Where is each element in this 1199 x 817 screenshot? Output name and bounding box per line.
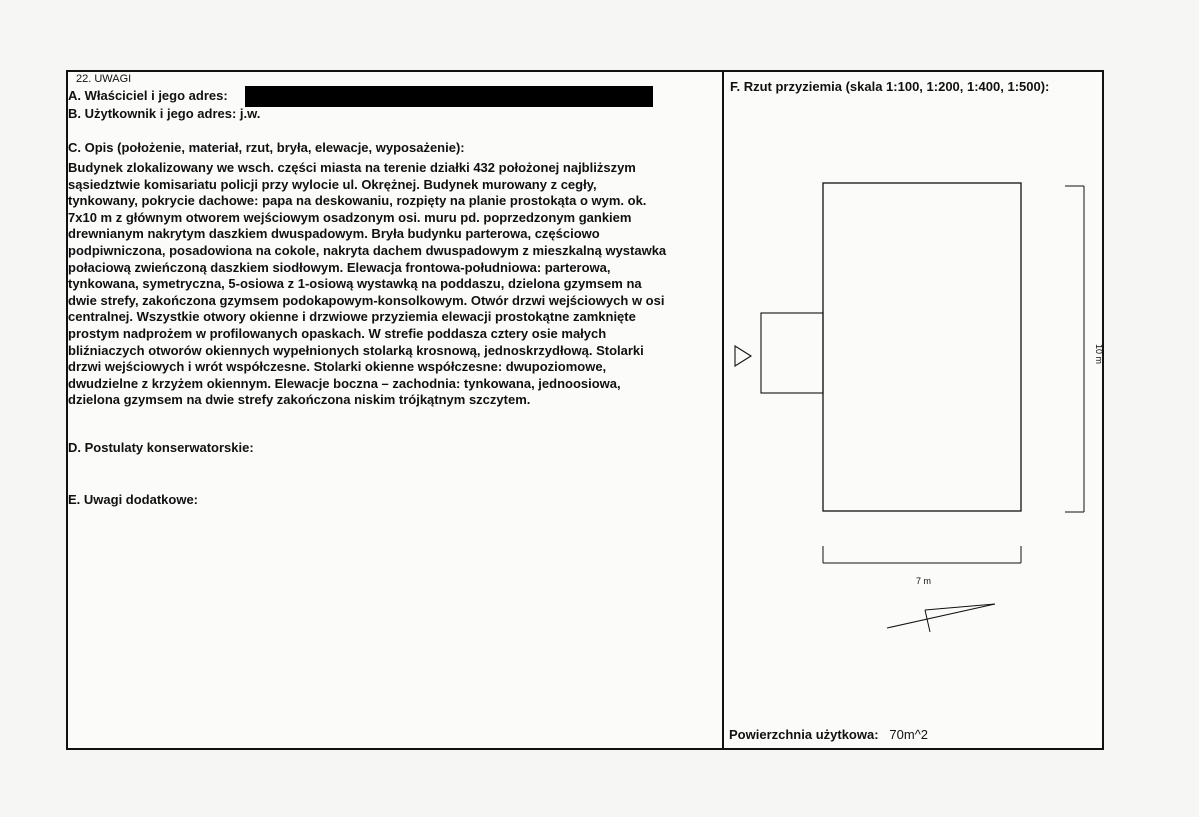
porch-outline (761, 313, 823, 393)
usable-area-label: Powierzchnia użytkowa: (729, 727, 879, 742)
description-line: centralnej. Wszystkie otwory okienne i drzwiowe przyziemia elewacji prostokątne zamknięte (68, 309, 636, 325)
remarks-heading: E. Uwagi dodatkowe: (68, 492, 199, 507)
width-dimension-label: 7 m (916, 576, 932, 586)
usable-area-value: 70m^2 (889, 727, 929, 742)
description-line: 7x10 m z głównym otworem wejściowym osadzonym osi. muru pd. poprzedzonym gankiem (68, 209, 632, 225)
description-text (68, 160, 728, 409)
description-line: tynkowany, pokrycie dachowe: papa na deskowaniu, rozpięty na planie prostokąta o wym. ok. (68, 193, 647, 209)
building-outline (823, 183, 1021, 511)
description-line: dzielona gzymsem na dwie strefy zakończona niskim trójkątnym szczytem. (68, 392, 531, 408)
north-arrow-icon (887, 604, 995, 632)
description-line: Budynek zlokalizowany we wsch. części miasta na terenie działki 432 położonej najbliższym (68, 160, 636, 175)
description-line: dwie strefy, zakończona gzymsem podokapowym-konsolkowym. Otwór drzwi wejściowych w osi (68, 292, 665, 308)
description-line: podpiwniczona, posadowiona na cokole, nakryta dachem dwuspadowym z mieszkalną wystawka (68, 242, 667, 258)
usable-area (729, 727, 928, 742)
redacted-address (245, 86, 653, 107)
owner-label: A. Właściciel i jego adres: (68, 88, 228, 103)
floor-plan-drawing (724, 72, 1104, 748)
floor-plan-title: F. Rzut przyziemia (skala 1:100, 1:200, 1:400, 1:500): (730, 79, 1050, 94)
description-line: tynkowana, symetryczna, 5-osiowa z 1-osiową wystawką na poddaszu, dzielona gzymsem na (68, 276, 642, 292)
postulates-heading: D. Postulaty konserwatorskie: (68, 440, 254, 455)
description-line: sąsiedztwie komisariatu policji przy wylocie ul. Okrężnej. Budynek murowany z cegły, (68, 176, 597, 192)
entrance-arrow-icon (735, 346, 751, 366)
description-heading: C. Opis (położenie, materiał, rzut, bryła, elewacje, wyposażenie): (68, 140, 465, 155)
description-line: drewnianym nakrytym daszkiem dwuspadowym. Bryła budynku parterowa, częściowo (68, 226, 600, 242)
description-line: prostym nadprożem w profilowanych opaskach. W strefie poddasza cztery osie małych (68, 325, 607, 341)
height-dimension-label: 10 m (1094, 344, 1104, 365)
floor-plan-panel (724, 72, 1102, 748)
description-line: bliźniaczych otworów okiennych wypełnionych stolarką krosnową, jednoskrzydłową. Stolarki (68, 342, 644, 358)
height-dimension (1065, 186, 1084, 512)
user-label: B. Użytkownik i jego adres: j.w. (68, 106, 261, 121)
inventory-card (66, 70, 1104, 750)
width-dimension (823, 546, 1021, 563)
description-line: dwudzielne z krzyżem okiennym. Elewacje boczna – zachodnia: tynkowana, jednoosiowa, (68, 375, 621, 391)
description-line: drzwi wejściowych i wrót współczesne. Stolarki okienne współczesne: dwupoziomowe, (68, 359, 607, 375)
section-number-label: 22. UWAGI (76, 73, 132, 85)
description-line: połaciową zwieńczoną daszkiem siodłowym. Elewacja frontowa-południowa: parterowa, (68, 259, 611, 275)
